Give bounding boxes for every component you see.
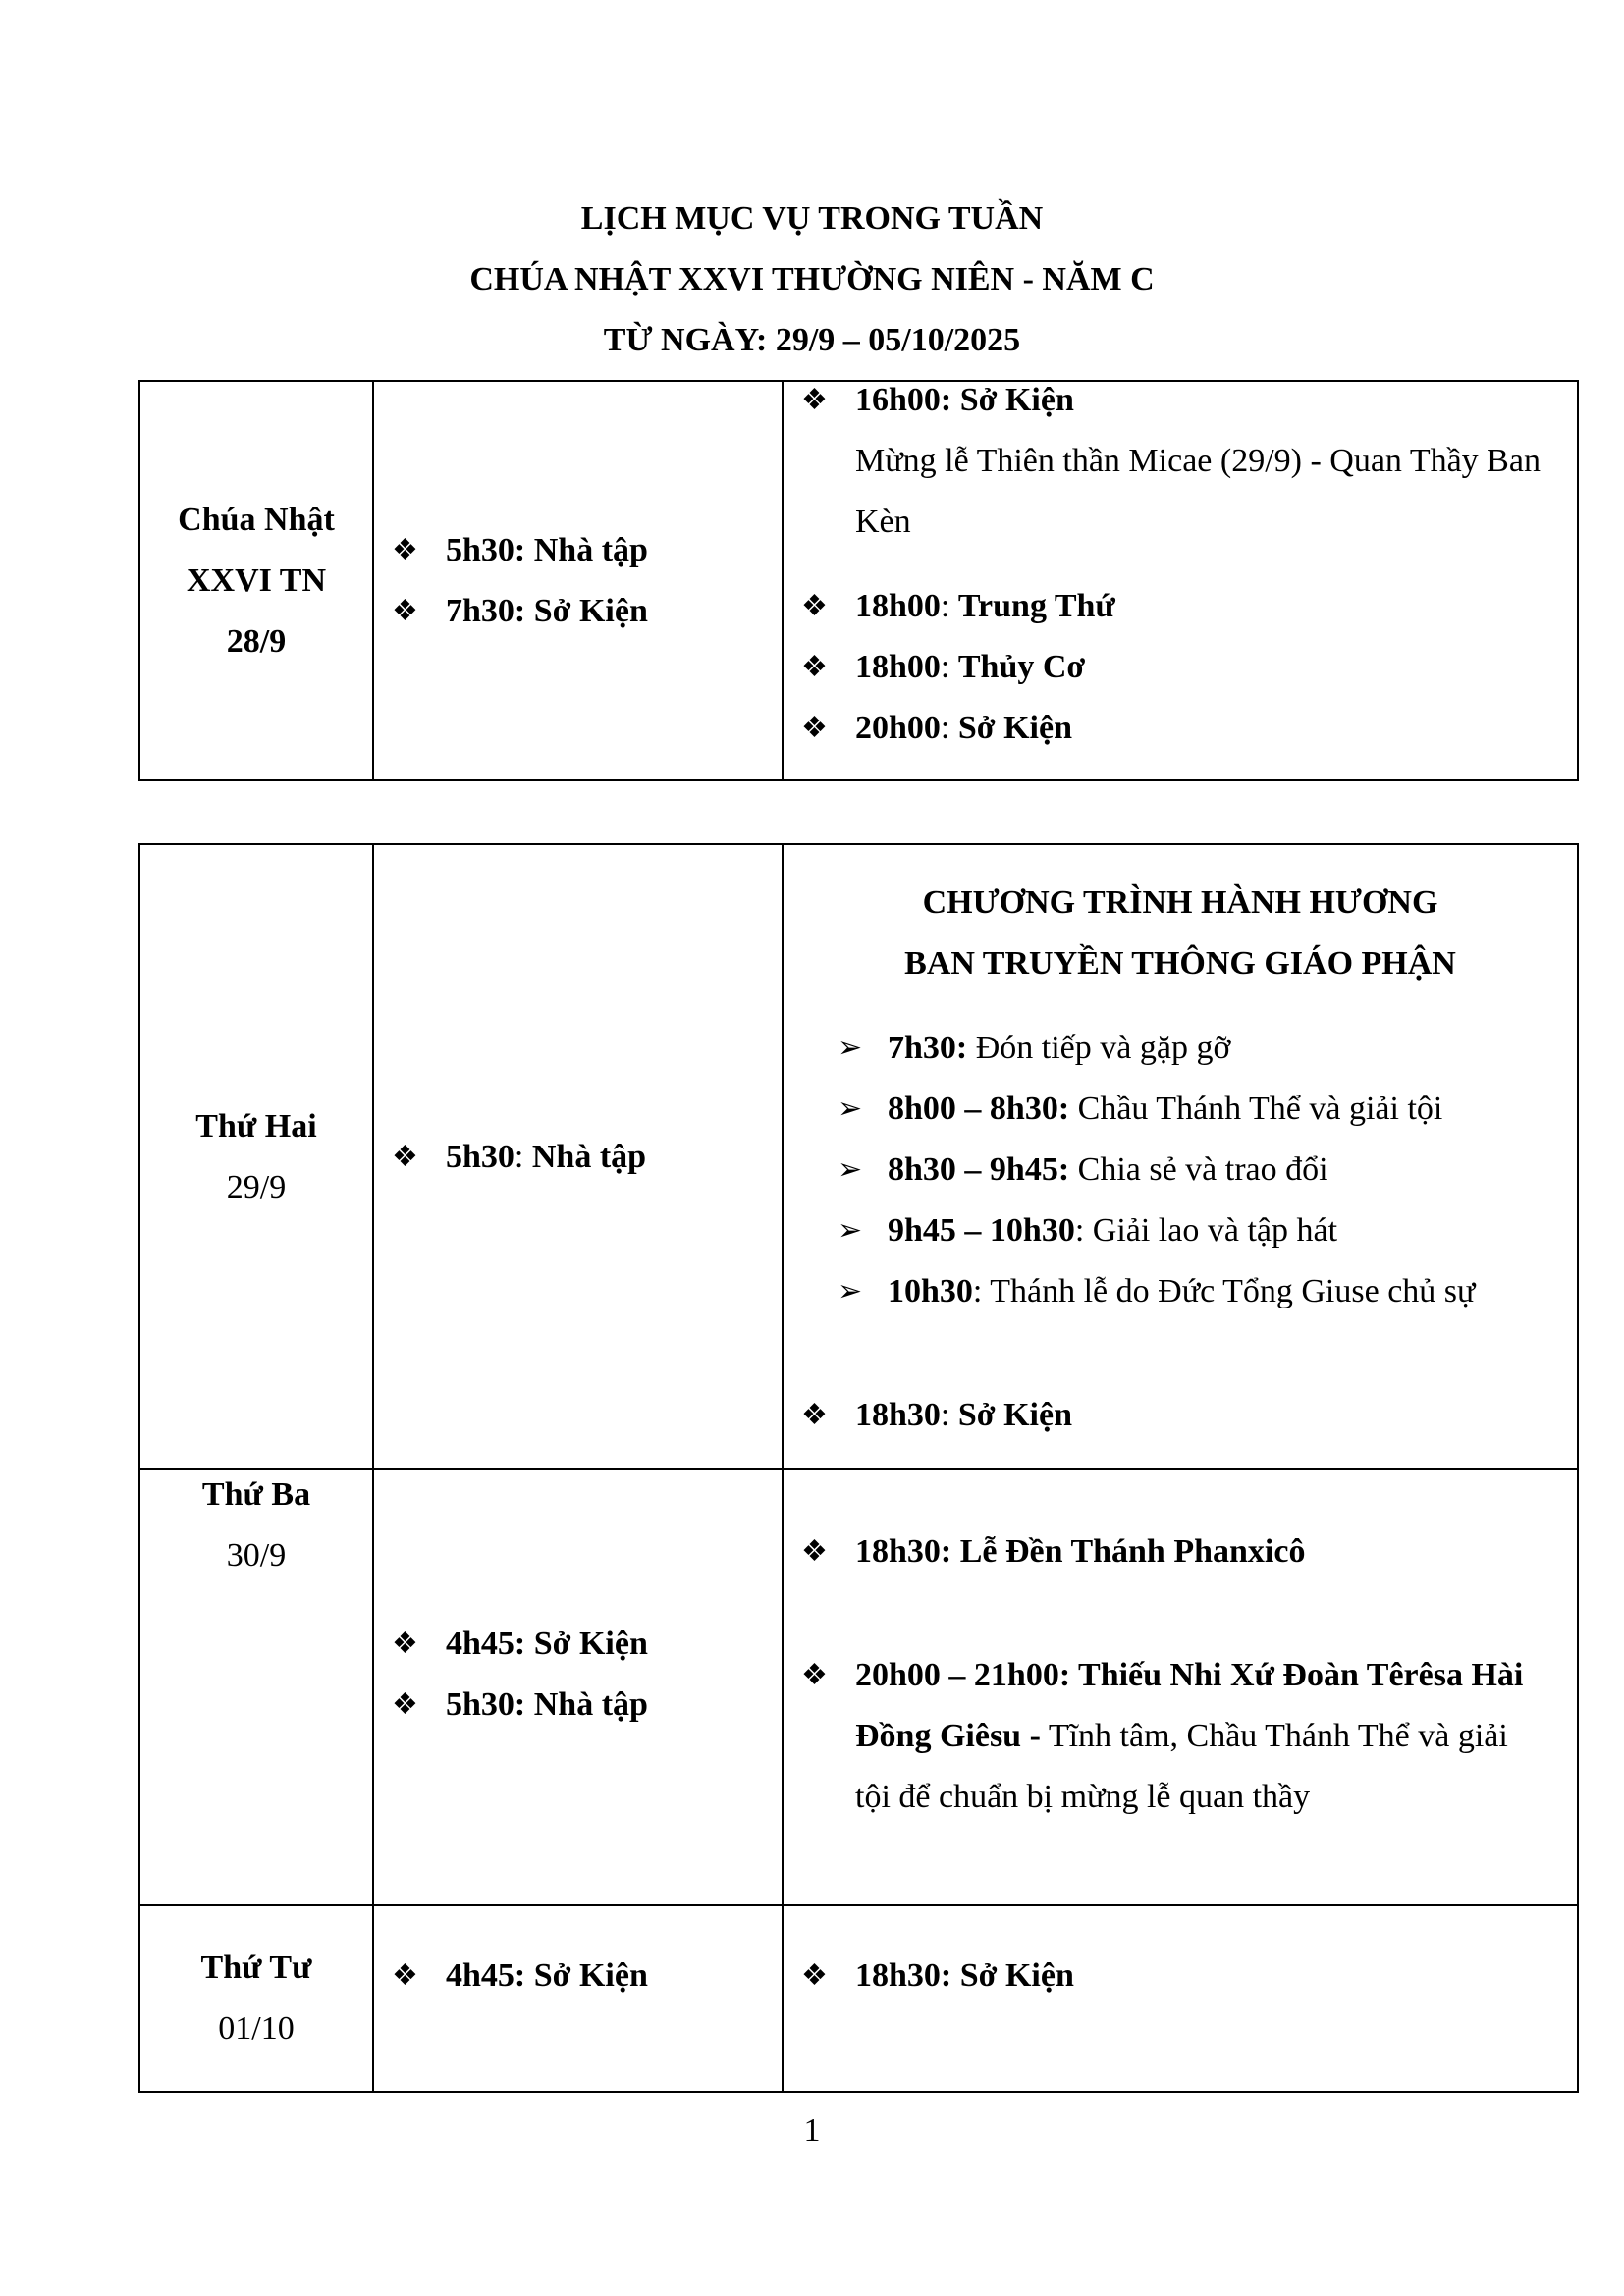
list-item: ❖ 18h00: Thủy Cơ — [784, 637, 1577, 698]
tuesday-morning-cell — [373, 1469, 783, 1905]
sunday-week: XXVI TN — [186, 561, 326, 599]
event-note: Kèn — [855, 504, 911, 540]
list-item: ➢ 9h45 – 10h30: Giải lao và tập hát — [784, 1201, 1577, 1261]
wednesday-morning-cell — [373, 1905, 783, 2092]
event-note: Mừng lễ Thiên thần Micae (29/9) - Quan Thầy Ban — [855, 443, 1541, 479]
list-item: ❖ 4h45: Sở Kiện — [374, 1946, 782, 2006]
list-item: ❖ 5h30: Nhà tập — [374, 1675, 782, 1735]
wednesday-day-name: Thứ Tư — [200, 1949, 312, 1986]
tuesday-date: 30/9 — [226, 1537, 287, 1574]
list-item: ❖ 5h30: Nhà tập — [374, 1127, 782, 1188]
list-item: ➢ 7h30: Đón tiếp và gặp gỡ — [784, 1018, 1577, 1079]
diamond-bullet-icon: ❖ — [392, 1140, 418, 1173]
arrow-bullet-icon: ➢ — [838, 1214, 863, 1247]
list-item: ➢ 8h30 – 9h45: Chia sẻ và trao đổi — [784, 1140, 1577, 1201]
diamond-bullet-icon: ❖ — [392, 594, 418, 627]
diamond-bullet-icon: ❖ — [801, 1535, 828, 1568]
tuesday-evening-cell — [783, 1469, 1578, 1905]
tuesday-day-name: Thứ Ba — [201, 1476, 311, 1513]
pilgrimage-program-title: CHƯƠNG TRÌNH HÀNH HƯƠNG BAN TRUYỀN THÔNG GIÁO PHẬN — [904, 884, 1456, 982]
sunday-day-cell — [139, 381, 373, 780]
wednesday-day-cell — [139, 1905, 373, 2092]
date-range: TỪ NGÀY: 29/9 – 05/10/2025 — [603, 322, 1021, 358]
sunday-morning-cell — [373, 381, 783, 780]
tuesday-row — [139, 1469, 1578, 1905]
diamond-bullet-icon: ❖ — [801, 1959, 828, 1992]
diamond-bullet-icon: ❖ — [801, 651, 828, 683]
arrow-bullet-icon: ➢ — [838, 1275, 863, 1308]
diamond-bullet-icon: ❖ — [392, 1688, 418, 1721]
list-item: ❖ 18h00: Trung Thứ — [784, 576, 1577, 637]
event-note: Đồng Giêsu - Tĩnh tâm, Chầu Thánh Thể và giải — [855, 1718, 1508, 1754]
tuesday-day-cell — [139, 1469, 373, 1905]
list-item: ❖ 16h00: Sở Kiện — [784, 370, 1577, 431]
diamond-bullet-icon: ❖ — [801, 712, 828, 744]
diamond-bullet-icon: ❖ — [801, 590, 828, 622]
list-item: ❖ 18h30: Sở Kiện — [784, 1946, 1577, 2006]
monday-date: 29/9 — [226, 1168, 287, 1205]
wednesday-date: 01/10 — [218, 2010, 295, 2047]
event-note: tội để chuẩn bị mừng lễ quan thầy — [855, 1779, 1311, 1815]
diamond-bullet-icon: ❖ — [801, 384, 828, 416]
monday-day-cell — [139, 844, 373, 1469]
diamond-bullet-icon: ❖ — [801, 1659, 828, 1691]
wednesday-row — [139, 1905, 1578, 2092]
sunday-day-name: Chúa Nhật — [178, 501, 335, 538]
sunday-table — [138, 380, 1579, 781]
schedule-title: LỊCH MỤC VỤ TRONG TUẦN — [580, 200, 1044, 237]
monday-day-name: Thứ Hai — [195, 1107, 317, 1145]
list-item: ❖ 20h00: Sở Kiện — [784, 698, 1577, 759]
diamond-bullet-icon: ❖ — [392, 1628, 418, 1660]
monday-row — [139, 844, 1578, 1469]
sunday-row — [139, 381, 1578, 780]
list-item: ❖ 7h30: Sở Kiện — [374, 581, 782, 642]
list-item: ❖ 5h30: Nhà tập — [374, 520, 782, 581]
liturgical-week: CHÚA NHẬT XXVI THƯỜNG NIÊN - NĂM C — [469, 261, 1155, 297]
list-item: ➢ 8h00 – 8h30: Chầu Thánh Thể và giải tội — [784, 1079, 1577, 1140]
list-item: ❖ 4h45: Sở Kiện — [374, 1614, 782, 1675]
monday-morning-cell — [373, 844, 783, 1469]
page-number: 1 — [803, 2112, 821, 2149]
weekday-table — [138, 843, 1579, 2093]
arrow-bullet-icon: ➢ — [838, 1153, 863, 1186]
diamond-bullet-icon: ❖ — [801, 1399, 828, 1431]
arrow-bullet-icon: ➢ — [838, 1093, 863, 1125]
arrow-bullet-icon: ➢ — [838, 1032, 863, 1064]
diamond-bullet-icon: ❖ — [392, 1959, 418, 1992]
list-item: ❖ 20h00 – 21h00: Thiếu Nhi Xứ Đoàn Têrêsa Hài — [784, 1645, 1577, 1706]
wednesday-evening-cell — [783, 1905, 1578, 2092]
list-item: ❖ 18h30: Lễ Đền Thánh Phanxicô — [784, 1522, 1577, 1582]
document-header — [0, 188, 1624, 371]
monday-evening-cell — [783, 844, 1578, 1469]
diamond-bullet-icon: ❖ — [392, 533, 418, 566]
list-item: ➢ 10h30: Thánh lễ do Đức Tổng Giuse chủ sự — [784, 1261, 1577, 1322]
sunday-evening-cell — [783, 381, 1578, 780]
list-item: ❖ 18h30: Sở Kiện — [784, 1385, 1577, 1446]
sunday-date: 28/9 — [226, 622, 287, 660]
